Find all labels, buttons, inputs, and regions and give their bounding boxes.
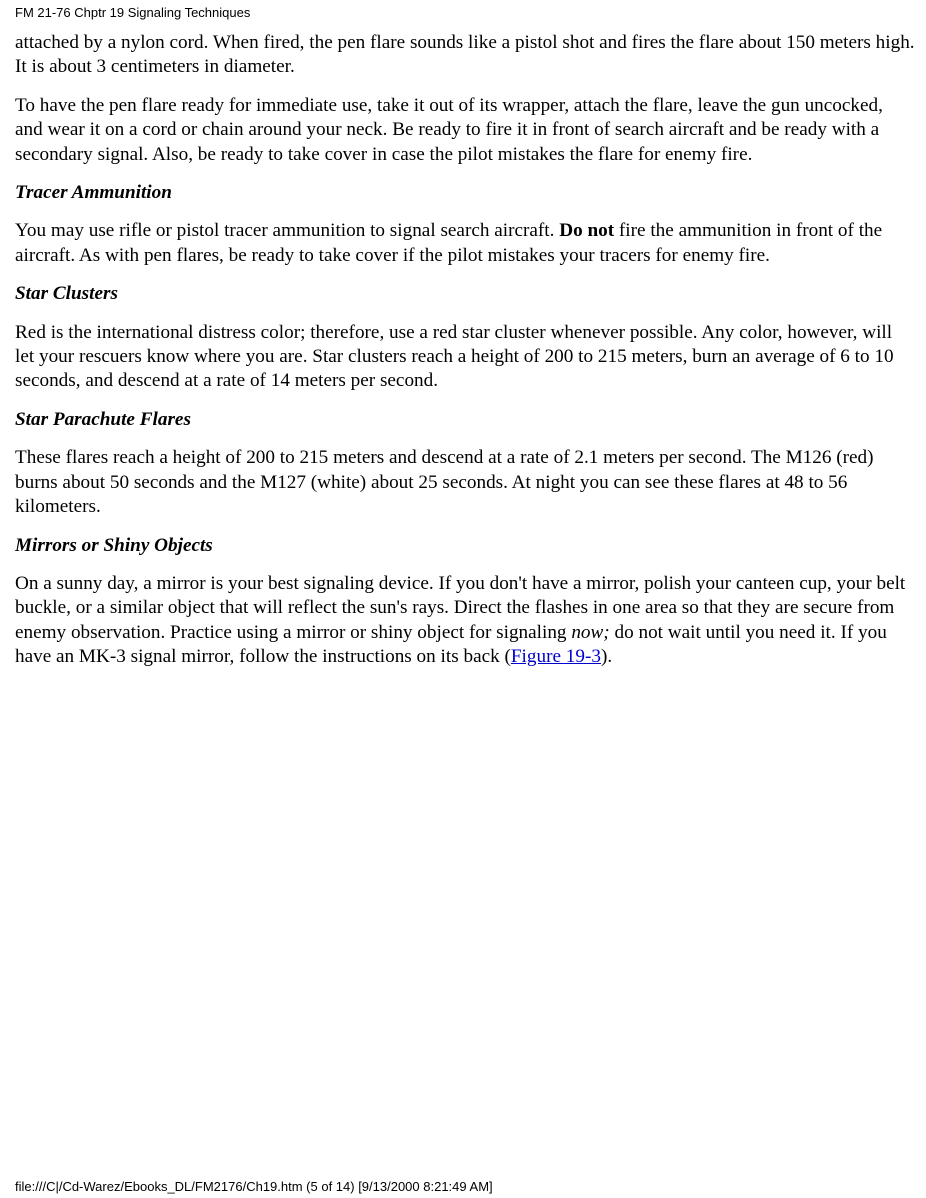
document-body <box>15 31 915 684</box>
heading-mirrors: Mirrors or Shiny Objects <box>15 534 213 556</box>
figure-19-3-link[interactable]: Figure 19-3 <box>510 646 601 668</box>
heading-tracer-ammunition: Tracer Ammunition <box>15 182 172 204</box>
text-segment: ). <box>600 646 613 668</box>
paragraph-tracer <box>15 219 915 268</box>
heading-star-parachute-flares: Star Parachute Flares <box>15 408 191 430</box>
text-segment: You may use rifle or pistol tracer ammunition to signal search aircraft. <box>15 220 560 242</box>
text-segment: On a sunny day, a mirror is your best signaling device. If you don't have a mirror, polish your canteen cup, your belt buckle, or a similar object that will reflect the sun's rays. Direct the flashes in one area so that they are secure from enemy observation. Practice using a mirror or shiny object for signaling <box>15 572 906 643</box>
paragraph-pen-flare-ready: To have the pen flare ready for immediate use, take it out of its wrapper, attach the flare, leave the gun uncocked, and wear it on a cord or chain around your neck. Be ready to fire it in front of search aircraft and be ready with a secondary signal. Also, be ready to take cover in case the pilot mistakes the flare for enemy fire. <box>15 94 883 165</box>
text-segment: do not wait until you need it. If you have an MK-3 signal mirror, follow the instructions on its back ( <box>15 621 887 668</box>
paragraph-mirrors <box>15 572 915 670</box>
paragraph-parachute-flares: These flares reach a height of 200 to 215 meters and descend at a rate of 2.1 meters per second. The M126 (red) burns about 50 seconds and the M127 (white) about 25 seconds. At night you can see these flares at 48 to 56 kilometers. <box>15 447 874 518</box>
emphasis-now: now; <box>571 621 610 643</box>
paragraph-star-clusters: Red is the international distress color; therefore, use a red star cluster whenever possible. Any color, however, will let your rescuers know where you are. Star clusters reach a height of 200 to 215 meters, burn an average of 6 to 10 seconds, and descend at a rate of 14 meters per second. <box>15 321 894 392</box>
emphasis-do-not: Do not <box>559 220 615 242</box>
page-footer: file:///C|/Cd-Warez/Ebooks_DL/FM2176/Ch19.htm (5 of 14) [9/13/2000 8:21:49 AM] <box>15 1179 493 1194</box>
heading-star-clusters: Star Clusters <box>15 283 118 305</box>
text-segment: fire the ammunition in front of the aircraft. As with pen flares, be ready to take cover if the pilot mistakes your tracers for enemy fire. <box>15 220 883 266</box>
paragraph-pen-flare-end: attached by a nylon cord. When fired, the pen flare sounds like a pistol shot and fires the flare about 150 meters high. It is about 3 centimeters in diameter. <box>15 32 915 78</box>
page-header: FM 21-76 Chptr 19 Signaling Techniques <box>15 5 251 20</box>
